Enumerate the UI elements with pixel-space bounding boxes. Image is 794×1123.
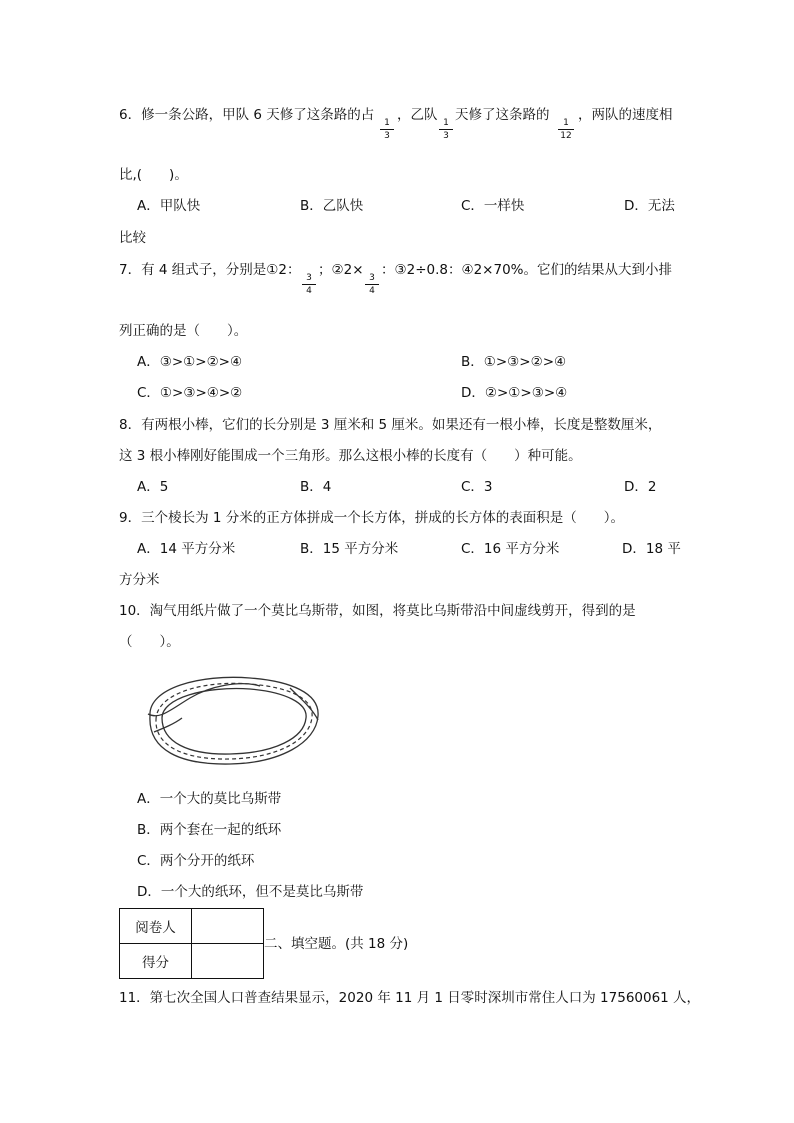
section-2-heading: 二、填空题。(共 18 分) (264, 936, 409, 952)
q7-fraction-2 (365, 273, 379, 296)
q9-option-d-wrap: 方分米 (119, 572, 160, 588)
q7-text-part1: 7．有 4 组式子，分别是①2： (119, 262, 301, 278)
q7-fraction-1 (302, 273, 316, 296)
q6-fraction-2 (439, 118, 453, 141)
fraction-denominator: 3 (384, 131, 390, 141)
q6-text-part2: ，乙队 (397, 107, 438, 123)
band-inner-edge (162, 689, 306, 755)
q7-text-part2: ；②2× (318, 262, 364, 278)
q6-text-part4: ，两队的速度相 (578, 107, 673, 123)
q10-option-d[interactable]: D．一个大的纸环，但不是莫比乌斯带 (137, 884, 364, 900)
fraction-denominator: 4 (306, 286, 312, 296)
fraction-numerator: 1 (558, 118, 574, 130)
q8-option-d[interactable]: D．2 (624, 479, 657, 495)
q7-option-b[interactable]: B．①>③>②>④ (461, 354, 567, 370)
q11-line-1: 11．第七次全国人口普查结果显示，2020 年 11 月 1 日零时深圳市常住人口为 17560061 人， (119, 990, 701, 1006)
fraction-denominator: 3 (443, 131, 449, 141)
q7-option-a[interactable]: A．③>①>②>④ (137, 354, 243, 370)
q9-option-d[interactable]: D．18 平 (622, 541, 681, 557)
q9-option-c[interactable]: C．16 平方分米 (461, 541, 560, 557)
q10-line-1: 10．淘气用纸片做了一个莫比乌斯带，如图，将莫比乌斯带沿中间虚线剪开，得到的是 (119, 603, 636, 619)
q7-option-d[interactable]: D．②>①>③>④ (461, 385, 568, 401)
q8-line-1: 8．有两根小棒，它们的长分别是 3 厘米和 5 厘米。如果还有一根小棒，长度是整数厘米， (119, 417, 662, 433)
q8-line-2: 这 3 根小棒刚好能围成一个三角形。那么这根小棒的长度有（ ）种可能。 (119, 448, 582, 464)
q10-option-a[interactable]: A．一个大的莫比乌斯带 (137, 791, 282, 807)
q8-option-a[interactable]: A．5 (137, 479, 169, 495)
band-right-fold (290, 688, 318, 720)
fraction-numerator: 1 (380, 118, 394, 130)
q7-option-c[interactable]: C．①>③>④>② (137, 385, 243, 401)
q6-text-part3: 天修了这条路的 (455, 107, 550, 123)
q6-text-part1: 6．修一条公路，甲队 6 天修了这条路的占 (119, 107, 375, 123)
q10-line-2: （ ）。 (119, 634, 180, 650)
q9-line-1: 9．三个棱长为 1 分米的正方体拼成一个长方体，拼成的长方体的表面积是（ ）。 (119, 510, 625, 526)
q10-option-b[interactable]: B．两个套在一起的纸环 (137, 822, 282, 838)
fraction-denominator: 4 (369, 286, 375, 296)
fraction-numerator: 1 (439, 118, 453, 130)
reviewer-cell[interactable] (192, 909, 264, 944)
q10-option-c[interactable]: C．两个分开的纸环 (137, 853, 255, 869)
mobius-strip-figure (140, 668, 330, 770)
q6-option-b[interactable]: B．乙队快 (300, 198, 364, 214)
q9-option-b[interactable]: B．15 平方分米 (300, 541, 399, 557)
q8-option-c[interactable]: C．3 (461, 479, 493, 495)
q6-continuation: 比,( )。 (119, 167, 188, 183)
score-cell[interactable] (192, 944, 264, 979)
fraction-numerator: 3 (365, 273, 379, 285)
q6-option-c[interactable]: C．一样快 (461, 198, 525, 214)
q8-option-b[interactable]: B．4 (300, 479, 332, 495)
q6-option-a[interactable]: A．甲队快 (137, 198, 201, 214)
dashed-cut-line (156, 683, 312, 759)
reviewer-label: 阅卷人 (120, 909, 192, 944)
score-table (119, 908, 264, 979)
q7-continuation: 列正确的是（ ）。 (119, 323, 248, 339)
q6-option-d-wrap: 比较 (119, 230, 146, 246)
q9-option-a[interactable]: A．14 平方分米 (137, 541, 236, 557)
band-twist-lower (154, 718, 182, 732)
q6-option-d[interactable]: D．无法 (624, 198, 675, 214)
score-label: 得分 (120, 944, 192, 979)
q7-text-part3: ：③2÷0.8：④2×70%。它们的结果从大到小排 (381, 262, 672, 278)
q6-fraction-3 (558, 118, 574, 141)
fraction-denominator: 12 (560, 131, 572, 141)
fraction-numerator: 3 (302, 273, 316, 285)
q6-fraction-1 (380, 118, 394, 141)
